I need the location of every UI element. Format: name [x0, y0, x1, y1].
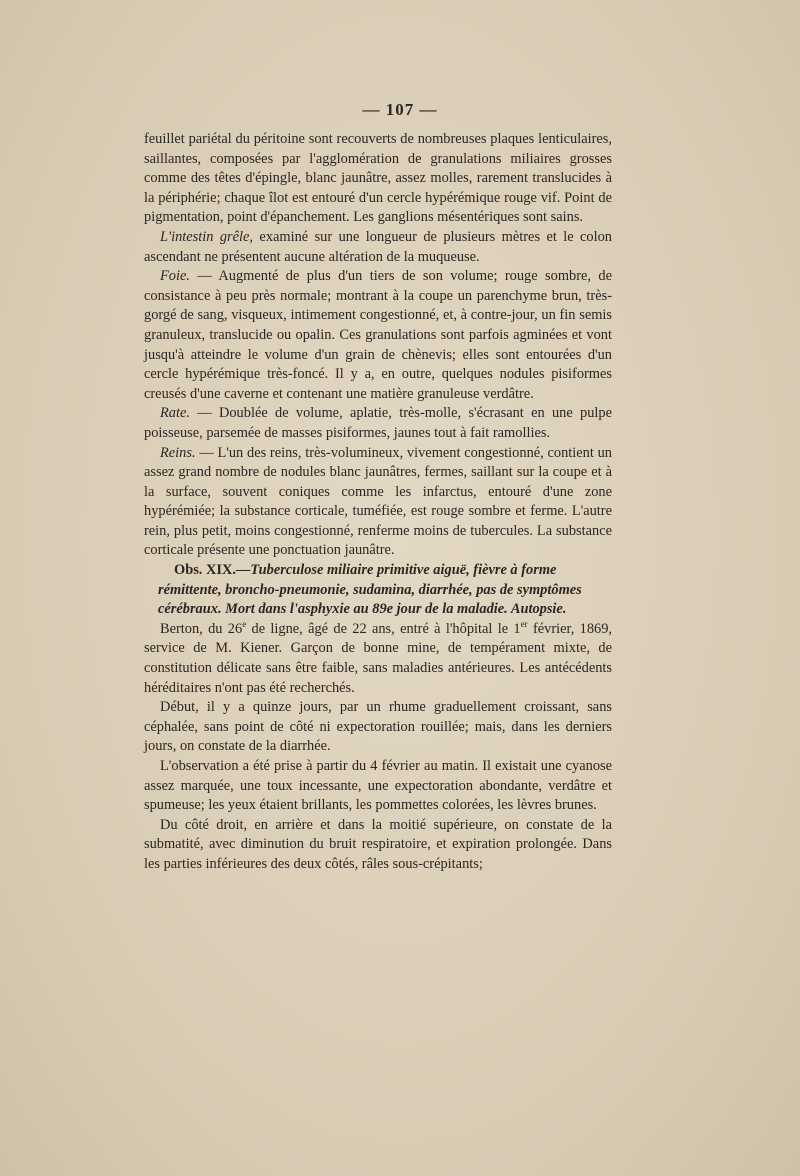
- paragraph-rate: [144, 404, 612, 443]
- paragraph-observation: L'observation a été prise à partir du 4 février au matin. Il existait une cyanose assez marquée, une toux incessante, une expectoration abondante, verdâtre et spumeuse; les yeux étaient brillants, les pommettes colorées, les lèvres brunes.: [144, 758, 612, 814]
- paragraph-foie: [144, 267, 612, 404]
- berton-sup-er: er: [520, 619, 528, 630]
- berton-post: février, 1869, service de M. Kiener. Garçon de bonne mine, de tempérament mixte, de constitution délicate sans être faible, sans maladies antérieures. Les antécédents héréditaires n'ont pas été recherchés.: [144, 620, 612, 696]
- lead-foie: Foie.: [160, 268, 190, 285]
- text-rate: — Doublée de volume, aplatie, très-molle, s'écrasant en une pulpe poisseuse, parsemée de masses pisiformes, jaunes tout à fait ramollies.: [144, 405, 612, 441]
- lead-reins: Reins.: [160, 444, 196, 461]
- lead-rate: Rate.: [160, 405, 190, 422]
- paragraph-reins: [144, 444, 612, 562]
- berton-sup-e: e: [242, 619, 247, 630]
- observation-heading: [144, 561, 612, 620]
- paragraph-debut: Début, il y a quinze jours, par un rhume graduellement croissant, sans céphalée, sans point de côté ni expectoration rouillée; mais, dans les derniers jours, on constate de la diarrhée.: [144, 699, 612, 755]
- paragraph-peritoine: feuillet pariétal du péritoine sont recouverts de nombreuses plaques lenticulaires, saillantes, composées par l'agglomération de granulations miliaires grosses comme des têtes d'épingle, blanc jaunâtre, assez molles, rarement translucides à la périphérie; chaque îlot est entouré d'un cercle hypérémique rouge vif. Point de pigmentation, point d'épanchement. Les ganglions mésentériques sont sains.: [144, 131, 612, 226]
- text-foie: — Augmenté de plus d'un tiers de son volume; rouge sombre, de consistance à peu près normale; montrant à la coupe un parenchyme brun, très-gorgé de sang, visqueux, intimement congestionné, et, à contre-jour, un fin semis granuleux, translucide ou opalin. Ces granulations sont parfois agminées et vont jusqu'à atteindre le volume d'un grain de chènevis; elles sont entourées d'un cercle hypérémique très-foncé. Il y a, en outre, quelques nodules pisiformes creusés d'une caverne et contenant une matière granuleuse verdâtre.: [144, 268, 612, 402]
- paragraph-cote-droit: Du côté droit, en arrière et dans la moitié supérieure, on constate de la submatité, avec diminution du bruit respiratoire, et expiration prolongée. Dans les parties inférieures des deux côtés, râles sous-crépitants;: [144, 816, 612, 872]
- text-intestin: examiné sur une longueur de plusieurs mètres et le colon ascendant ne présentent aucune altération de la muqueuse.: [144, 228, 612, 265]
- lead-intestin: L'intestin grêle,: [160, 228, 254, 245]
- berton-pre: Berton, du 26: [160, 620, 243, 637]
- observation-label: Obs. XIX.: [174, 562, 236, 579]
- observation-title: —Tuberculose miliaire primitive aiguë, fièvre à forme rémittente, broncho-pneumonie, sudamina, diarrhée, pas de symptômes cérébraux. Mort dans l'asphyxie au 89e jour de la maladie. Autopsie.: [158, 562, 582, 618]
- text-reins: — L'un des reins, très-volumineux, vivement congestionné, contient un assez grand nombre de nodules blanc jaunâtres, fermes, saillant sur la coupe et à la surface, souvent coniques comme les infarctus, entouré d'une zone hypérémiée; la substance corticale, tuméfiée, est rouge sombre et ferme. L'autre rein, plus petit, moins congestionné, renferme moins de tubercules. La substance corticale présente une ponctuation jaunâtre.: [144, 444, 612, 559]
- berton-mid: de ligne, âgé de 22 ans, entré à l'hôpital le 1: [246, 620, 521, 637]
- body-text: [144, 130, 612, 875]
- paragraph-intestin: [144, 228, 612, 267]
- paragraph-berton: [144, 620, 612, 698]
- page-number: — 107 —: [362, 100, 438, 119]
